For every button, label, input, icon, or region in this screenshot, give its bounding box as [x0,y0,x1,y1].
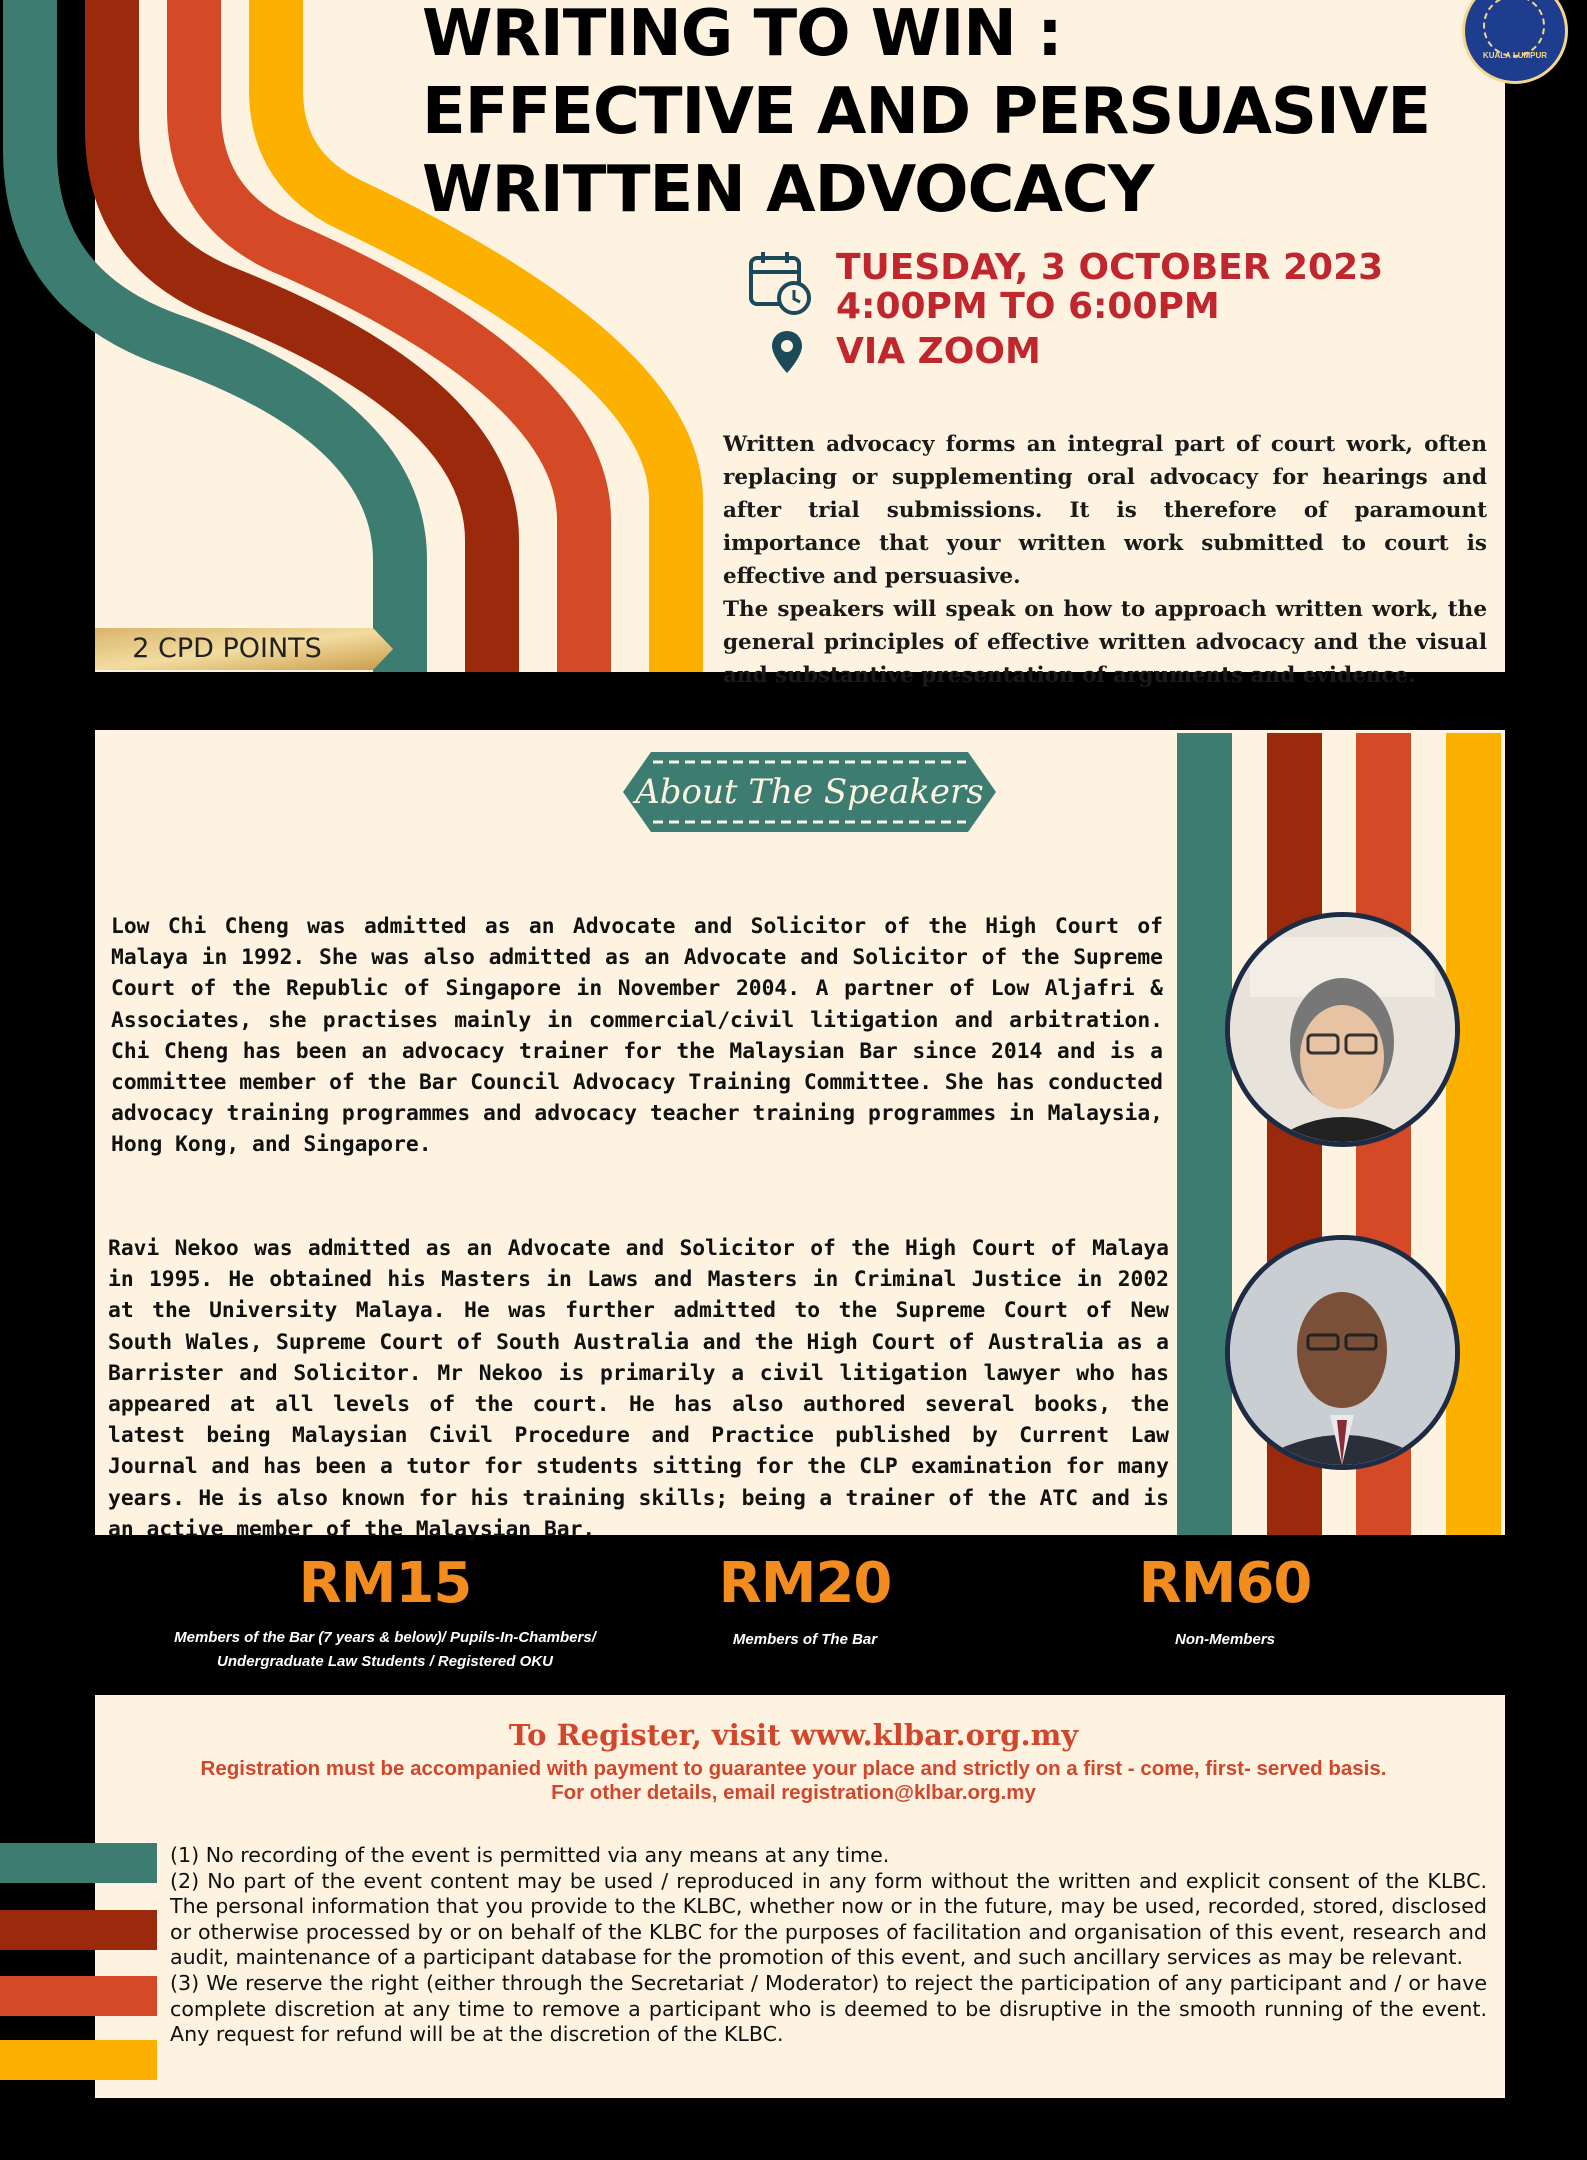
stripe-yellow [1446,733,1501,1535]
speakers-heading: About The Speakers [635,772,984,812]
speaker-portrait-female-icon [1230,917,1455,1142]
event-title-line-3: WRITTEN ADVOCACY [422,153,1154,227]
speaker-photo-ravi-nekoo [1225,1235,1460,1470]
cpd-points-badge: 2 CPD POINTS [132,633,322,664]
stripe-yellow-horizontal [0,2040,157,2080]
speaker-bio-low-chi-cheng: Low Chi Cheng was admitted as an Advocate and Solicitor of the High Court of Malaya in 1992. She was also admitted as an Advocate and Solicitor of the Supreme Court of the Republic of Singapore in November 2004. A partner of Low Aljafri & Associates, she practises mainly in commercial/civil litigation and arbitration. Chi Cheng has been an advocacy trainer for the Malaysian Bar since 2014 and is a committee member of the Bar Council Advocacy Training Committee. She has conducted advocacy training programmes and advocacy teacher training programmes in Malaysia, Hong Kong, and Singapore. [111,914,1163,1158]
price-rm60: RM60 [1138,1551,1312,1616]
price-rm60-label: Non-Members [1174,1631,1275,1648]
price-rm20-label: Members of The Bar [732,1631,878,1648]
registration-note: Registration must be accompanied with payment to guarantee your place and strictly on a first - come, first- served basis. [200,1757,1387,1780]
price-label-line: Undergraduate Law Students / Registered OKU [217,1653,553,1670]
price-label-line: Members of the Bar (7 years & below)/ Pupils-In-Chambers/ [174,1629,596,1646]
term-item: (1) No recording of the event is permitted via any means at any time. [170,1843,890,1867]
price-rm15-label [100,1626,670,1674]
stripe-orange-horizontal [0,1976,157,2016]
registration-link[interactable]: To Register, visit www.klbar.org.my [508,1718,1079,1752]
speaker-portrait-male-icon [1230,1240,1455,1465]
stripe-teal-horizontal [0,1843,157,1883]
terms-and-conditions [170,1843,1487,2048]
event-title-line-2: EFFECTIVE AND PERSUASIVE [422,75,1431,149]
speaker-bio-ravi-nekoo: Ravi Nekoo was admitted as an Advocate and Solicitor of the High Court of Malaya in 1995. He obtained his Masters in Laws and Masters in Criminal Justice in 2002 at the University Malaya. He was further admitted to the Supreme Court of New South Wales, Supreme Court of South Australia and the High Court of Australia as a Barrister and Solicitor. Mr Nekoo is primarily a civil litigation lawyer who has appeared at all levels of the court. He has also authored several books, the latest being Malaysian Civil Procedure and Practice published by Current Law Journal and has been a tutor for students sitting for the CLP examination for many years. He is also known for his training skills; being a trainer of the ATC and is an active member of the Malaysian Bar. [108,1236,1169,1542]
stripe-teal [1177,733,1232,1535]
logo-text: KUALA LUMPUR [1482,51,1548,60]
price-rm20: RM20 [718,1551,892,1616]
stripe-maroon-horizontal [0,1910,157,1950]
event-title-line-1: WRITING TO WIN : [422,0,1062,71]
term-item: (2) No part of the event content may be used / reproduced in any form without the written and explicit consent of the KLBC. The personal information that you provide to the KLBC, whether now or in the future, may be used, recorded, stored, disclosed or otherwise processed by or on behalf of the KLBC for the purposes of facilitation and organisation of this event, research and audit, maintenance of a participant database for the promotion of this event, and such ancillary services as may be relevant. [170,1868,1487,1970]
event-time: 4:00PM TO 6:00PM [836,286,1220,327]
speaker-photo-low-chi-cheng [1225,912,1460,1147]
calendar-clock-icon [748,250,814,316]
event-venue: VIA ZOOM [836,331,1041,372]
map-pin-icon [771,330,803,374]
registration-contact: For other details, email registration@klbar.org.my [551,1781,1036,1804]
term-item: (3) We reserve the right (either through the Secretariat / Moderator) to reject the participation of any participant and / or have complete discretion at any time to remove a participant who is deemed to be disruptive in the smooth running of the event. Any request for refund will be at the discretion of the KLBC. [170,1970,1487,2047]
price-rm15: RM15 [298,1551,472,1616]
event-date: TUESDAY, 3 OCTOBER 2023 [836,247,1384,288]
event-description [723,428,1487,692]
description-paragraph: The speakers will speak on how to approach written work, the general principles of effective written advocacy and the visual and substantive presentation of arguments and evidence. [723,597,1487,688]
description-paragraph: Written advocacy forms an integral part of court work, often replacing or supplementing oral advocacy for hearings and after trial submissions. It is therefore of paramount importance that your written work submitted to court is effective and persuasive. [723,432,1487,589]
